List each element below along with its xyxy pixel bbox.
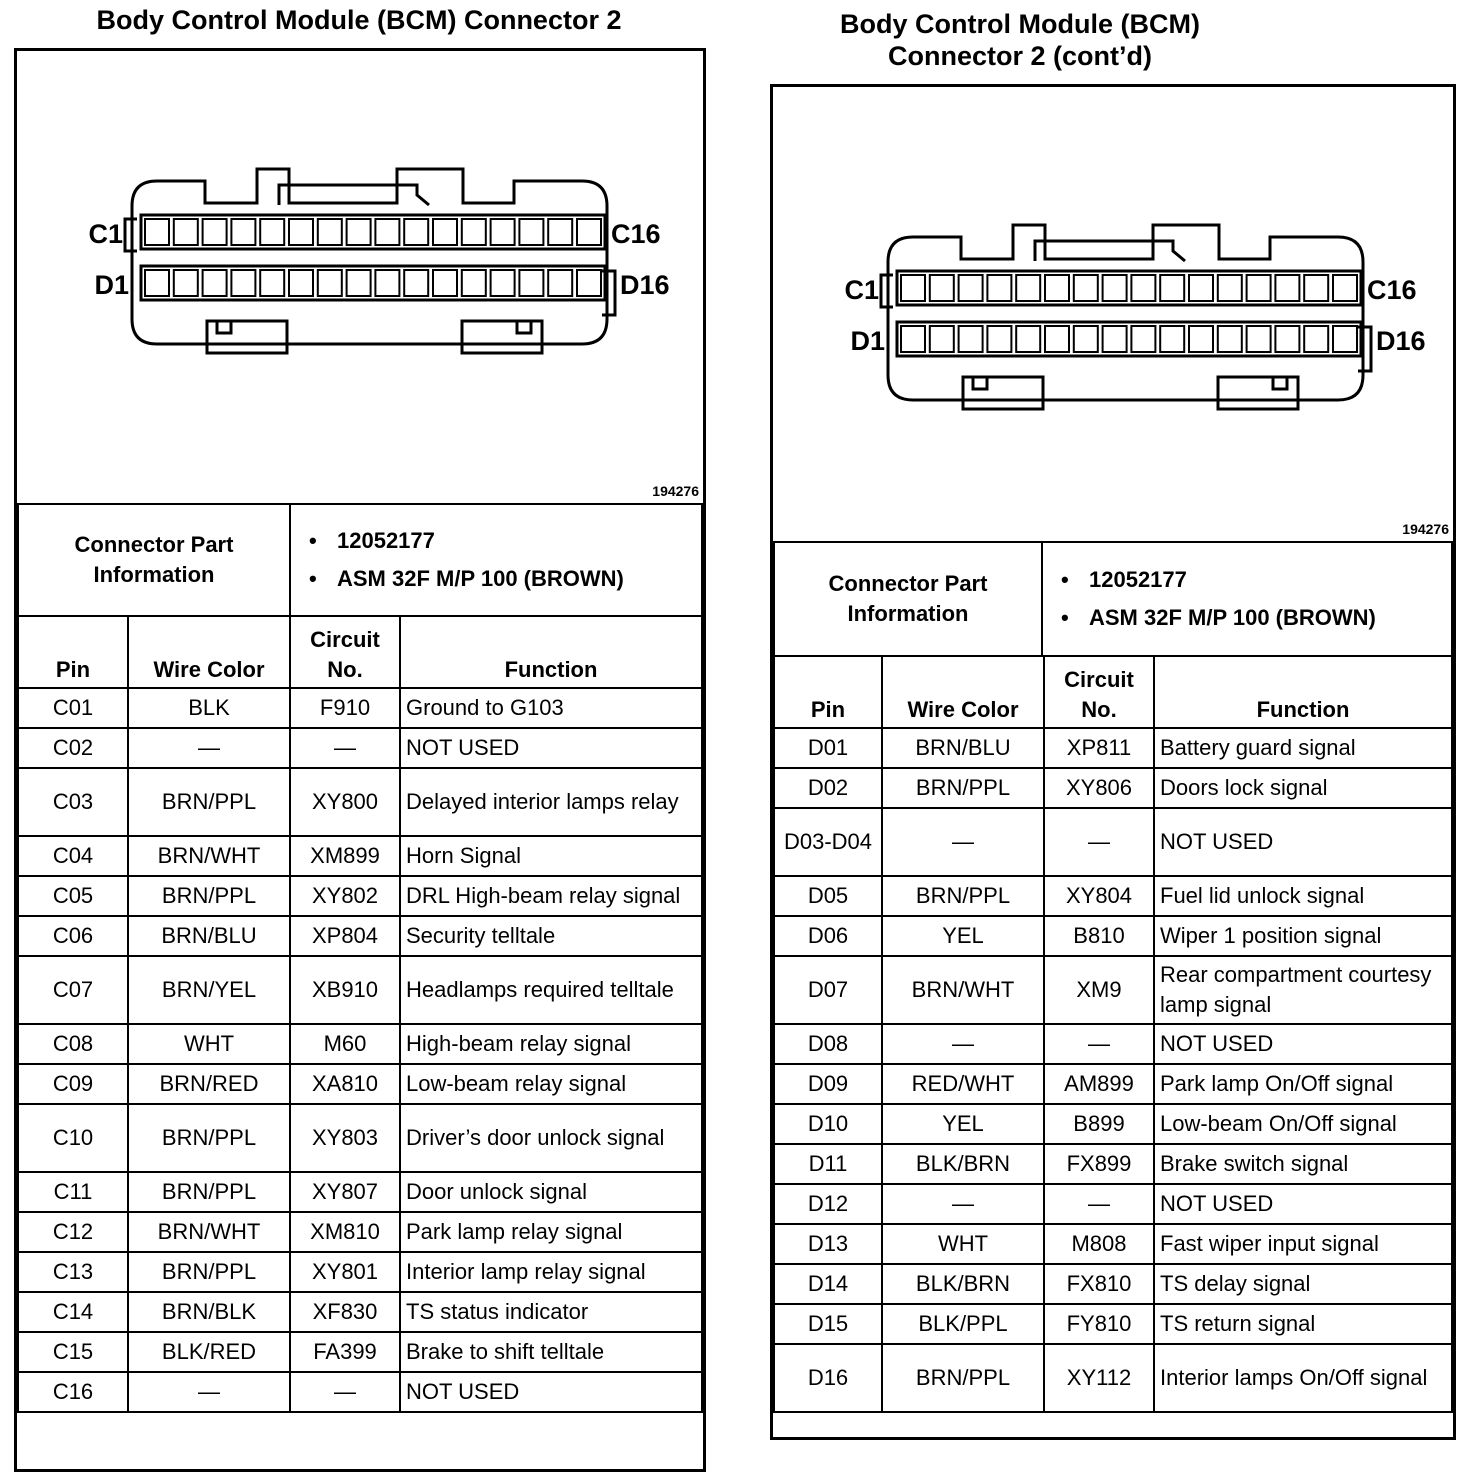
pin-cavity-c8 (347, 219, 371, 245)
wire-color-cell: — (128, 1372, 290, 1412)
pin-cell: C08 (18, 1024, 128, 1064)
table-row (774, 1144, 1452, 1184)
pin-cavity-c15 (1304, 275, 1328, 301)
wire-color-cell: BRN/BLU (882, 728, 1044, 768)
pin-cavity-d7 (1074, 326, 1098, 352)
pin-cavity-d12 (462, 270, 486, 296)
circuit-cell: XM810 (290, 1212, 400, 1252)
table-row (18, 728, 702, 768)
pin-cell: C14 (18, 1292, 128, 1332)
left-connector-info (17, 503, 703, 617)
circuit-cell: M808 (1044, 1224, 1154, 1264)
function-cell: Interior lamp relay signal (400, 1252, 702, 1292)
pin-label-c1: C1 (88, 219, 123, 249)
pin-cavity-d3 (203, 270, 227, 296)
wire-color-cell: WHT (882, 1224, 1044, 1264)
pin-cavity-c2 (174, 219, 198, 245)
pin-cell: C12 (18, 1212, 128, 1252)
wire-color-cell: YEL (882, 916, 1044, 956)
cavity-row-d (897, 322, 1361, 356)
function-cell: Rear compartment courtesy lamp signal (1154, 956, 1452, 1024)
table-row (774, 1184, 1452, 1224)
pin-cavity-c9 (1131, 275, 1155, 301)
pin-cell: C11 (18, 1172, 128, 1212)
right-parts (1042, 542, 1452, 656)
table-row (18, 836, 702, 876)
table-row (774, 1024, 1452, 1064)
pin-cavity-c13 (491, 219, 515, 245)
wire-color-cell: RED/WHT (882, 1064, 1044, 1104)
pin-cavity-c12 (1218, 275, 1242, 301)
function-cell: Fuel lid unlock signal (1154, 876, 1452, 916)
pin-label-d16: D16 (620, 270, 670, 300)
pin-cavity-c7 (318, 219, 342, 245)
pin-cell: C06 (18, 916, 128, 956)
function-cell: TS delay signal (1154, 1264, 1452, 1304)
table-row (18, 688, 702, 728)
left-pin-rows (18, 688, 702, 1412)
pin-cavity-d4 (231, 270, 255, 296)
pin-cavity-d2 (174, 270, 198, 296)
table-row (18, 1064, 702, 1104)
left-connector-box (14, 48, 706, 1472)
circuit-cell: XY804 (1044, 876, 1154, 916)
pin-label-c16: C16 (1367, 275, 1417, 305)
bottom-tab-left (207, 321, 287, 353)
cavity-row-c (897, 271, 1361, 305)
pin-cavity-c9 (375, 219, 399, 245)
left-figure-number: 194276 (652, 483, 699, 499)
function-cell: Ground to G103 (400, 688, 702, 728)
right-header-function: Function (1154, 656, 1452, 728)
bottom-tab-right-notch (517, 321, 531, 333)
pin-cell: D01 (774, 728, 882, 768)
circuit-cell: FA399 (290, 1332, 400, 1372)
function-cell: Headlamps required telltale (400, 956, 702, 1024)
table-row (18, 1172, 702, 1212)
table-row (18, 1332, 702, 1372)
function-cell: NOT USED (400, 1372, 702, 1412)
pin-cavity-c6 (1045, 275, 1069, 301)
pin-cavity-d4 (987, 326, 1011, 352)
pin-cavity-d2 (930, 326, 954, 352)
pin-cavity-d14 (1275, 326, 1299, 352)
function-cell: TS status indicator (400, 1292, 702, 1332)
pin-cavity-d15 (1304, 326, 1328, 352)
pin-cavity-d12 (1218, 326, 1242, 352)
wire-color-cell: BRN/PPL (128, 876, 290, 916)
pin-cavity-c3 (203, 219, 227, 245)
pin-cavity-c8 (1103, 275, 1127, 301)
table-row (18, 916, 702, 956)
table-row (18, 1024, 702, 1064)
left-part-assembly: • ASM 32F M/P 100 (BROWN) (337, 564, 697, 594)
pin-cell: D06 (774, 916, 882, 956)
pin-cell: D09 (774, 1064, 882, 1104)
table-row (18, 1292, 702, 1332)
circuit-cell: — (1044, 1024, 1154, 1064)
pin-cavity-c2 (930, 275, 954, 301)
pin-cavity-d1 (145, 270, 169, 296)
function-cell: Low-beam On/Off signal (1154, 1104, 1452, 1144)
function-cell: Interior lamps On/Off signal (1154, 1344, 1452, 1412)
wire-color-cell: BLK (128, 688, 290, 728)
circuit-cell: XM9 (1044, 956, 1154, 1024)
pin-cavity-c4 (987, 275, 1011, 301)
pin-cavity-d6 (289, 270, 313, 296)
pin-cavity-d14 (519, 270, 543, 296)
pin-cavity-d9 (375, 270, 399, 296)
table-row (774, 876, 1452, 916)
pin-cell: C13 (18, 1252, 128, 1292)
function-cell: NOT USED (1154, 808, 1452, 876)
function-cell: Battery guard signal (1154, 728, 1452, 768)
circuit-cell: — (1044, 808, 1154, 876)
pin-cavity-c11 (1189, 275, 1213, 301)
pin-cavity-d10 (1160, 326, 1184, 352)
function-cell: High-beam relay signal (400, 1024, 702, 1064)
function-cell: TS return signal (1154, 1304, 1452, 1344)
table-row (18, 876, 702, 916)
left-info-label: Connector Part Information (18, 504, 290, 616)
pin-cavity-c14 (1275, 275, 1299, 301)
left-header-circuit: Circuit No. (290, 616, 400, 688)
wire-color-cell: — (882, 808, 1044, 876)
circuit-cell: XF830 (290, 1292, 400, 1332)
function-cell: Park lamp relay signal (400, 1212, 702, 1252)
circuit-cell: XA810 (290, 1064, 400, 1104)
pin-cell: D12 (774, 1184, 882, 1224)
wire-color-cell: BRN/PPL (882, 1344, 1044, 1412)
wire-color-cell: BRN/PPL (882, 876, 1044, 916)
wire-color-cell: BRN/PPL (128, 768, 290, 836)
function-cell: Low-beam relay signal (400, 1064, 702, 1104)
pin-cavity-c1 (145, 219, 169, 245)
circuit-cell: XP811 (1044, 728, 1154, 768)
circuit-cell: — (1044, 1184, 1154, 1224)
right-part-number: • 12052177 (1089, 565, 1447, 595)
pin-cavity-c4 (231, 219, 255, 245)
pin-cavity-d5 (260, 270, 284, 296)
circuit-cell: M60 (290, 1024, 400, 1064)
pin-cavity-c1 (901, 275, 925, 301)
wire-color-cell: BRN/WHT (882, 956, 1044, 1024)
function-cell: Driver’s door unlock signal (400, 1104, 702, 1172)
pin-cell: D16 (774, 1344, 882, 1412)
pin-cavity-d11 (433, 270, 457, 296)
wire-color-cell: BLK/BRN (882, 1264, 1044, 1304)
pin-cavity-d8 (347, 270, 371, 296)
pin-cell: D08 (774, 1024, 882, 1064)
circuit-cell: XB910 (290, 956, 400, 1024)
circuit-cell: AM899 (1044, 1064, 1154, 1104)
table-row (18, 1104, 702, 1172)
circuit-cell: — (290, 728, 400, 768)
pin-cavity-d15 (548, 270, 572, 296)
pin-cell: C03 (18, 768, 128, 836)
bottom-tab-right-notch (1273, 377, 1287, 389)
pin-cavity-c11 (433, 219, 457, 245)
function-cell: NOT USED (1154, 1184, 1452, 1224)
bottom-tab-left-notch (973, 377, 987, 389)
wire-color-cell: BRN/YEL (128, 956, 290, 1024)
function-cell: Delayed interior lamps relay (400, 768, 702, 836)
function-cell: Security telltale (400, 916, 702, 956)
pin-cell: C07 (18, 956, 128, 1024)
pin-cell: C01 (18, 688, 128, 728)
wire-color-cell: BRN/WHT (128, 836, 290, 876)
bottom-tab-left-notch (217, 321, 231, 333)
function-cell: Door unlock signal (400, 1172, 702, 1212)
circuit-cell: XY807 (290, 1172, 400, 1212)
circuit-cell: XP804 (290, 916, 400, 956)
function-cell: Brake switch signal (1154, 1144, 1452, 1184)
pin-cavity-d10 (404, 270, 428, 296)
circuit-cell: B899 (1044, 1104, 1154, 1144)
connector-outline (888, 225, 1363, 400)
pin-cavity-d8 (1103, 326, 1127, 352)
wire-color-cell: BRN/WHT (128, 1212, 290, 1252)
left-title: Body Control Module (BCM) Connector 2 (96, 5, 622, 35)
pin-label-c1: C1 (844, 275, 879, 305)
pin-cavity-c10 (404, 219, 428, 245)
pin-cavity-c16 (577, 219, 601, 245)
table-row (774, 1344, 1452, 1412)
circuit-cell: FX899 (1044, 1144, 1154, 1184)
pin-cell: D13 (774, 1224, 882, 1264)
right-pin-rows (774, 728, 1452, 1412)
pin-cavity-c14 (519, 219, 543, 245)
cavity-row-d (141, 266, 605, 300)
circuit-cell: XM899 (290, 836, 400, 876)
left-header-pin: Pin (18, 616, 128, 688)
pin-cavity-c13 (1247, 275, 1271, 301)
pin-cell: D02 (774, 768, 882, 808)
circuit-cell: XY800 (290, 768, 400, 836)
pin-cavity-d6 (1045, 326, 1069, 352)
right-part-assembly: • ASM 32F M/P 100 (BROWN) (1089, 603, 1447, 633)
function-cell: Park lamp On/Off signal (1154, 1064, 1452, 1104)
right-header-circuit: Circuit No. (1044, 656, 1154, 728)
wire-color-cell: WHT (128, 1024, 290, 1064)
pin-cavity-c16 (1333, 275, 1357, 301)
circuit-cell: XY806 (1044, 768, 1154, 808)
pin-cavity-c15 (548, 219, 572, 245)
wire-color-cell: BRN/RED (128, 1064, 290, 1104)
right-connector-box (770, 84, 1456, 1440)
table-row (18, 1252, 702, 1292)
pin-label-d1: D1 (850, 326, 885, 356)
right-info-label: Connector Part Information (774, 542, 1042, 656)
right-title: Body Control Module (BCM) Connector 2 (cont’d) (840, 9, 1200, 71)
pin-cell: D03-D04 (774, 808, 882, 876)
right-header-pin: Pin (774, 656, 882, 728)
connector-outline (132, 169, 607, 344)
pin-cell: D10 (774, 1104, 882, 1144)
pin-label-d16: D16 (1376, 326, 1426, 356)
table-row (774, 728, 1452, 768)
pin-cavity-c5 (260, 219, 284, 245)
wire-color-cell: BRN/PPL (128, 1104, 290, 1172)
pin-cavity-d11 (1189, 326, 1213, 352)
pin-cell: C04 (18, 836, 128, 876)
pin-cavity-d1 (901, 326, 925, 352)
left-header-wire: Wire Color (128, 616, 290, 688)
wire-color-cell: BRN/PPL (882, 768, 1044, 808)
pin-cavity-d9 (1131, 326, 1155, 352)
wire-color-cell: — (882, 1024, 1044, 1064)
table-row (774, 956, 1452, 1024)
wire-color-cell: — (128, 728, 290, 768)
function-cell: DRL High-beam relay signal (400, 876, 702, 916)
wire-color-cell: BRN/BLK (128, 1292, 290, 1332)
pin-cell: C10 (18, 1104, 128, 1172)
pin-cell: C05 (18, 876, 128, 916)
left-header-function: Function (400, 616, 702, 688)
pin-cell: C15 (18, 1332, 128, 1372)
pin-cavity-c12 (462, 219, 486, 245)
circuit-cell: XY803 (290, 1104, 400, 1172)
table-row (774, 1224, 1452, 1264)
table-row (774, 916, 1452, 956)
circuit-cell: XY801 (290, 1252, 400, 1292)
pin-cavity-d7 (318, 270, 342, 296)
circuit-cell: FX810 (1044, 1264, 1154, 1304)
table-row (18, 956, 702, 1024)
pin-cell: D05 (774, 876, 882, 916)
wire-color-cell: BRN/PPL (128, 1252, 290, 1292)
pin-cell: C16 (18, 1372, 128, 1412)
pin-cell: D15 (774, 1304, 882, 1344)
right-header-wire: Wire Color (882, 656, 1044, 728)
pin-cell: D11 (774, 1144, 882, 1184)
table-row (774, 808, 1452, 876)
function-cell: Brake to shift telltale (400, 1332, 702, 1372)
circuit-cell: FY810 (1044, 1304, 1154, 1344)
table-row (774, 1064, 1452, 1104)
circuit-cell: F910 (290, 688, 400, 728)
left-parts (290, 504, 702, 616)
table-row (18, 1372, 702, 1412)
bottom-tab-left (963, 377, 1043, 409)
function-cell: NOT USED (1154, 1024, 1452, 1064)
wire-color-cell: YEL (882, 1104, 1044, 1144)
pin-label-c16: C16 (611, 219, 661, 249)
function-cell: Fast wiper input signal (1154, 1224, 1452, 1264)
pin-cavity-c10 (1160, 275, 1184, 301)
wire-color-cell: BRN/PPL (128, 1172, 290, 1212)
table-row (774, 1304, 1452, 1344)
pin-cavity-c7 (1074, 275, 1098, 301)
right-pin-table (773, 655, 1453, 1413)
circuit-cell: — (290, 1372, 400, 1412)
table-row (18, 1212, 702, 1252)
table-row (18, 768, 702, 836)
pin-cavity-d16 (577, 270, 601, 296)
pin-cell: C09 (18, 1064, 128, 1104)
left-part-number: • 12052177 (337, 526, 697, 556)
pin-cell: D07 (774, 956, 882, 1024)
left-pin-table (17, 615, 703, 1413)
wire-color-cell: BLK/PPL (882, 1304, 1044, 1344)
right-connector-info (773, 541, 1453, 657)
function-cell: Doors lock signal (1154, 768, 1452, 808)
pin-cell: D14 (774, 1264, 882, 1304)
circuit-cell: B810 (1044, 916, 1154, 956)
pin-cavity-d13 (1247, 326, 1271, 352)
wire-color-cell: — (882, 1184, 1044, 1224)
circuit-cell: XY802 (290, 876, 400, 916)
function-cell: Horn Signal (400, 836, 702, 876)
table-row (774, 768, 1452, 808)
pin-cavity-c5 (1016, 275, 1040, 301)
cavity-row-c (141, 215, 605, 249)
pin-cell: C02 (18, 728, 128, 768)
table-row (774, 1264, 1452, 1304)
function-cell: NOT USED (400, 728, 702, 768)
right-connector-diagram (773, 87, 1453, 537)
wire-color-cell: BLK/RED (128, 1332, 290, 1372)
table-row (774, 1104, 1452, 1144)
pin-cavity-d13 (491, 270, 515, 296)
right-figure-number: 194276 (1402, 521, 1449, 537)
wire-color-cell: BRN/BLU (128, 916, 290, 956)
pin-cavity-d3 (959, 326, 983, 352)
pin-label-d1: D1 (94, 270, 129, 300)
pin-cavity-d5 (1016, 326, 1040, 352)
left-connector-diagram (17, 51, 703, 501)
wire-color-cell: BLK/BRN (882, 1144, 1044, 1184)
circuit-cell: XY112 (1044, 1344, 1154, 1412)
pin-cavity-d16 (1333, 326, 1357, 352)
pin-cavity-c6 (289, 219, 313, 245)
function-cell: Wiper 1 position signal (1154, 916, 1452, 956)
pin-cavity-c3 (959, 275, 983, 301)
